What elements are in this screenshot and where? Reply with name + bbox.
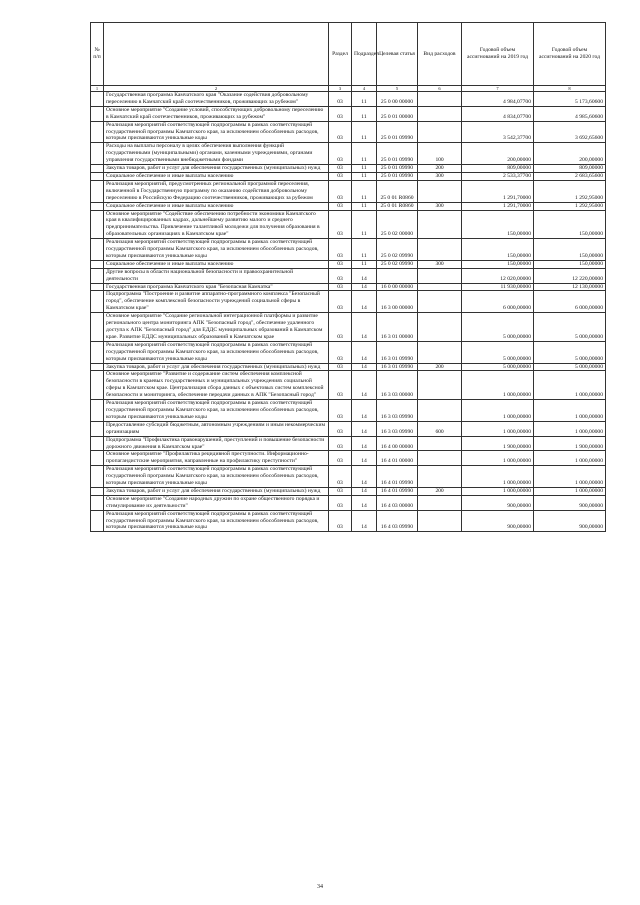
celevaya-statya-cell [377,268,418,283]
celevaya-statya-cell: 25 0 02 09990 [377,239,418,261]
table-row [91,121,606,143]
celevaya-statya-cell: 25 0 00 00000 [377,92,418,107]
row-number-cell [91,106,104,121]
razdel-cell: 03 [329,313,352,342]
amount-2019-cell: 5 000,00000 [462,341,534,363]
amount-2019-cell: 3 542,37700 [462,121,534,143]
vid-rashodov-cell [418,400,462,422]
amount-2019-cell: 900,00000 [462,510,534,532]
col-header-celevaya-statya: Целевая статья [377,23,418,86]
razdel-cell: 03 [329,121,352,143]
podrazdel-cell: 11 [352,210,377,239]
amount-2020-cell: 1 000,00000 [534,487,606,495]
row-name-cell: Основное мероприятие "Создание региональной интеграционной платформы и развитие регионального центра мониторинга АПК "Безопасный город", обеспечение удаленного доступа к АПК "Безопасный город" для ЕДДС муниципальных образований в Камчатском крае. Развитие ЕДДС муниципальных образований в Камчатском крае [104,313,329,342]
row-number-cell [91,451,104,466]
celevaya-statya-cell: 25 0 01 00000 [377,106,418,121]
celevaya-statya-cell: 25 0 01 09990 [377,121,418,143]
table-row [91,210,606,239]
vid-rashodov-cell [418,239,462,261]
amount-2019-cell: 1 900,00000 [462,436,534,451]
podrazdel-cell: 11 [352,106,377,121]
amount-2020-cell: 200,00000 [534,143,606,165]
row-name-cell: Другие вопросы в области национальной безопасности и правоохранительной деятельности [104,268,329,283]
razdel-cell: 03 [329,421,352,436]
row-number-cell [91,92,104,107]
table-row [91,92,606,107]
row-number-cell [91,143,104,165]
row-name-cell: Предоставление субсидий бюджетным, автономным учреждениям и иным некоммерческим организациям [104,421,329,436]
table-row [91,371,606,400]
row-name-cell: Реализация мероприятий соответствующей подпрограммы в рамках соответствующей государственной программы Камчатского края, за исключением обособленных расходов, которым присваиваются уникальные коды [104,341,329,363]
row-name-cell: Основное мероприятие "Содействие обеспечению потребности экономики Камчатского края в квалифицированных кадрах, дальнейшему развитию малого и среднего предпринимательства. Привлечение талантливой молодежи для получения образования в образовательных организациях в Камчатском крае" [104,210,329,239]
row-number-cell [91,291,104,313]
vid-rashodov-cell [418,495,462,510]
index-cell: 4 [352,86,377,92]
amount-2019-cell: 2 533,37700 [462,172,534,180]
podrazdel-cell: 14 [352,371,377,400]
row-name-cell: Реализация мероприятий соответствующей подпрограммы в рамках соответствующей государственной программы Камчатского края, за исключением обособленных расходов, которым присваиваются уникальные коды [104,510,329,532]
row-name-cell: Основное мероприятие "Создание народных дружин по охране общественного порядка и стимулирование их деятельности" [104,495,329,510]
table-row [91,172,606,180]
podrazdel-cell: 14 [352,436,377,451]
row-number-cell [91,421,104,436]
celevaya-statya-cell: 16 4 00 00000 [377,436,418,451]
vid-rashodov-cell [418,451,462,466]
podrazdel-cell: 14 [352,510,377,532]
vid-rashodov-cell: 200 [418,487,462,495]
razdel-cell: 03 [329,143,352,165]
amount-2019-cell: 4 834,07700 [462,106,534,121]
row-number-cell [91,268,104,283]
table-row [91,421,606,436]
vid-rashodov-cell: 300 [418,172,462,180]
table-header-row [91,23,606,86]
row-number-cell [91,466,104,488]
index-cell: 3 [329,86,352,92]
row-number-cell [91,210,104,239]
row-name-cell: Основное мероприятие "Развитие и содержание систем обеспечения комплексной безопасности в краевых государственных и муниципальных учреждениях социальной сферы в Камчатском крае. Централизация сбора данных с объектовых систем комплексной безопасности и мониторинга, обеспечение передачи данных в АПК "Безопасный город" [104,371,329,400]
razdel-cell: 03 [329,180,352,202]
table-row [91,495,606,510]
amount-2020-cell: 150,00000 [534,260,606,268]
razdel-cell: 03 [329,268,352,283]
celevaya-statya-cell: 16 4 03 00000 [377,495,418,510]
razdel-cell: 03 [329,239,352,261]
razdel-cell: 03 [329,371,352,400]
amount-2020-cell: 1 000,00000 [534,451,606,466]
podrazdel-cell: 11 [352,180,377,202]
col-header-vid-rashodov: Вид расходов [418,23,462,86]
amount-2020-cell: 150,00000 [534,239,606,261]
amount-2019-cell: 150,00000 [462,260,534,268]
amount-2020-cell: 5 000,00000 [534,313,606,342]
celevaya-statya-cell: 16 3 01 09990 [377,341,418,363]
celevaya-statya-cell: 16 3 00 00000 [377,291,418,313]
celevaya-statya-cell: 25 0 01 09990 [377,172,418,180]
table-row [91,510,606,532]
amount-2020-cell: 5 000,00000 [534,363,606,371]
razdel-cell: 03 [329,291,352,313]
row-name-cell: Социальное обеспечение и иные выплаты населению [104,172,329,180]
index-cell: 1 [91,86,104,92]
row-number-cell [91,436,104,451]
vid-rashodov-cell: 200 [418,165,462,173]
podrazdel-cell: 11 [352,121,377,143]
vid-rashodov-cell: 100 [418,143,462,165]
row-name-cell: Социальное обеспечение и иные выплаты населению [104,260,329,268]
razdel-cell: 03 [329,106,352,121]
table-row [91,239,606,261]
vid-rashodov-cell [418,341,462,363]
celevaya-statya-cell: 16 3 03 09990 [377,400,418,422]
podrazdel-cell: 14 [352,291,377,313]
index-cell: 6 [418,86,462,92]
celevaya-statya-cell: 25 0 01 09990 [377,143,418,165]
amount-2019-cell: 6 000,00000 [462,291,534,313]
table-row [91,291,606,313]
podrazdel-cell: 14 [352,487,377,495]
celevaya-statya-cell: 25 0 01 09990 [377,165,418,173]
podrazdel-cell: 11 [352,239,377,261]
table-row [91,363,606,371]
vid-rashodov-cell: 300 [418,260,462,268]
amount-2020-cell: 1 000,00000 [534,371,606,400]
row-number-cell [91,487,104,495]
razdel-cell: 03 [329,466,352,488]
amount-2020-cell: 12 130,00000 [534,283,606,291]
table-row [91,260,606,268]
col-header-name [104,23,329,86]
celevaya-statya-cell: 16 3 03 00000 [377,371,418,400]
amount-2020-cell: 5 173,60600 [534,92,606,107]
amount-2020-cell: 900,00000 [534,495,606,510]
amount-2019-cell: 5 000,00000 [462,363,534,371]
amount-2019-cell: 150,00000 [462,210,534,239]
row-name-cell: Социальное обеспечение и иные выплаты населению [104,202,329,210]
index-cell: 8 [534,86,606,92]
celevaya-statya-cell: 16 3 01 09990 [377,363,418,371]
podrazdel-cell: 14 [352,363,377,371]
amount-2019-cell: 5 000,00000 [462,313,534,342]
razdel-cell: 03 [329,260,352,268]
table-row [91,106,606,121]
razdel-cell: 03 [329,487,352,495]
celevaya-statya-cell: 25 0 02 09990 [377,260,418,268]
celevaya-statya-cell: 16 4 01 00000 [377,451,418,466]
amount-2019-cell: 1 000,00000 [462,371,534,400]
razdel-cell: 03 [329,510,352,532]
index-cell: 2 [104,86,329,92]
vid-rashodov-cell [418,510,462,532]
razdel-cell: 03 [329,172,352,180]
amount-2020-cell: 150,00000 [534,210,606,239]
razdel-cell: 03 [329,92,352,107]
amount-2020-cell: 1 900,00000 [534,436,606,451]
table-row [91,202,606,210]
amount-2019-cell: 809,00000 [462,165,534,173]
razdel-cell: 03 [329,363,352,371]
col-header-number: № п/п [91,23,104,86]
amount-2019-cell: 900,00000 [462,495,534,510]
podrazdel-cell: 14 [352,451,377,466]
vid-rashodov-cell [418,268,462,283]
col-header-podrazdel: Подраздел [352,23,377,86]
budget-table [90,22,606,532]
row-number-cell [91,121,104,143]
row-name-cell: Закупка товаров, работ и услуг для обеспечения государственных (муниципальных) нужд [104,487,329,495]
vid-rashodov-cell: 200 [418,363,462,371]
celevaya-statya-cell: 16 4 01 09990 [377,466,418,488]
podrazdel-cell: 14 [352,268,377,283]
row-number-cell [91,202,104,210]
celevaya-statya-cell: 25 0 02 00000 [377,210,418,239]
col-header-2020: Годовой объем ассигнований на 2020 год [534,23,606,86]
row-name-cell: Реализация мероприятий соответствующей подпрограммы в рамках соответствующей государственной программы Камчатского края, за исключением обособленных расходов, которым присваиваются уникальные коды [104,121,329,143]
vid-rashodov-cell [418,180,462,202]
index-cell: 7 [462,86,534,92]
podrazdel-cell: 11 [352,172,377,180]
amount-2019-cell: 1 000,00000 [462,466,534,488]
row-name-cell: Государственная программа Камчатского края "Безопасная Камчатка" [104,283,329,291]
razdel-cell: 03 [329,451,352,466]
vid-rashodov-cell [418,106,462,121]
amount-2020-cell: 1 000,00000 [534,466,606,488]
razdel-cell: 03 [329,400,352,422]
celevaya-statya-cell: 16 3 03 09990 [377,421,418,436]
row-name-cell: Закупка товаров, работ и услуг для обеспечения государственных (муниципальных) нужд [104,363,329,371]
razdel-cell: 03 [329,210,352,239]
amount-2019-cell: 150,00000 [462,239,534,261]
celevaya-statya-cell: 25 0 01 R0860 [377,202,418,210]
amount-2019-cell: 1 000,00000 [462,487,534,495]
index-cell: 5 [377,86,418,92]
amount-2020-cell: 12 220,00000 [534,268,606,283]
vid-rashodov-cell [418,210,462,239]
podrazdel-cell: 14 [352,283,377,291]
amount-2020-cell: 5 000,00000 [534,341,606,363]
row-number-cell [91,495,104,510]
row-name-cell: Реализация мероприятий соответствующей подпрограммы в рамках соответствующей государственной программы Камчатского края, за исключением обособленных расходов, которым присваиваются уникальные коды [104,400,329,422]
table-row [91,400,606,422]
vid-rashodov-cell [418,283,462,291]
razdel-cell: 03 [329,495,352,510]
amount-2020-cell: 1 292,95000 [534,202,606,210]
podrazdel-cell: 11 [352,143,377,165]
row-name-cell: Подпрограмма "Построение и развитие аппаратно-программного комплекса "Безопасный город", обеспечение комплексной безопасности учреждений социальной сферы в Камчатском крае" [104,291,329,313]
row-name-cell: Государственная программа Камчатского края "Оказание содействия добровольному переселению в Камчатский край соотечественников, проживающих за рубежом" [104,92,329,107]
celevaya-statya-cell: 16 0 00 00000 [377,283,418,291]
page-number: 34 [317,884,323,890]
table-row [91,466,606,488]
podrazdel-cell: 14 [352,466,377,488]
amount-2020-cell: 3 692,65600 [534,121,606,143]
table-row [91,313,606,342]
podrazdel-cell: 14 [352,421,377,436]
podrazdel-cell: 11 [352,92,377,107]
row-number-cell [91,260,104,268]
vid-rashodov-cell [418,371,462,400]
razdel-cell: 03 [329,165,352,173]
col-header-razdel: Раздел [329,23,352,86]
row-number-cell [91,400,104,422]
amount-2019-cell: 1 000,00000 [462,451,534,466]
row-name-cell: Основное мероприятие "Создание условий, способствующих добровольному переселению в Камчатский край соотечественников, проживающих за рубежом" [104,106,329,121]
amount-2020-cell: 4 985,60600 [534,106,606,121]
row-name-cell: Реализация мероприятий, предусмотренных региональной программой переселения, включенной в Государственную программу по оказанию содействия добровольному переселению в Российскую Федерацию соотечественников, проживающих за рубежом [104,180,329,202]
amount-2019-cell: 1 291,70000 [462,180,534,202]
vid-rashodov-cell [418,436,462,451]
row-number-cell [91,363,104,371]
amount-2020-cell: 6 000,00000 [534,291,606,313]
table-row [91,436,606,451]
podrazdel-cell: 11 [352,260,377,268]
table-row [91,341,606,363]
razdel-cell: 03 [329,436,352,451]
amount-2020-cell: 900,00000 [534,510,606,532]
amount-2020-cell: 809,00000 [534,165,606,173]
table-row [91,165,606,173]
row-number-cell [91,371,104,400]
razdel-cell: 03 [329,283,352,291]
amount-2019-cell: 4 984,07700 [462,92,534,107]
amount-2019-cell: 1 000,00000 [462,421,534,436]
row-number-cell [91,283,104,291]
row-number-cell [91,341,104,363]
amount-2020-cell: 1 000,00000 [534,400,606,422]
podrazdel-cell: 14 [352,400,377,422]
row-name-cell: Подпрограмма "Профилактика правонарушений, преступлений и повышение безопасности дорожного движения в Камчатском крае" [104,436,329,451]
podrazdel-cell: 14 [352,341,377,363]
celevaya-statya-cell: 16 3 01 00000 [377,313,418,342]
podrazdel-cell: 14 [352,313,377,342]
col-header-2019: Годовой объем ассигнований на 2019 год [462,23,534,86]
amount-2020-cell: 1 292,95000 [534,180,606,202]
amount-2020-cell: 1 000,00000 [534,421,606,436]
vid-rashodov-cell [418,291,462,313]
row-name-cell: Реализация мероприятий соответствующей подпрограммы в рамках соответствующей государственной программы Камчатского края, за исключением обособленных расходов, которым присваиваются уникальные коды [104,466,329,488]
vid-rashodov-cell: 600 [418,421,462,436]
row-name-cell: Реализация мероприятий соответствующей подпрограммы в рамках соответствующей государственной программы Камчатского края, за исключением обособленных расходов, которым присваиваются уникальные коды [104,239,329,261]
amount-2019-cell: 1 291,70000 [462,202,534,210]
table-row [91,143,606,165]
table-row [91,268,606,283]
row-number-cell [91,172,104,180]
podrazdel-cell: 11 [352,202,377,210]
amount-2020-cell: 2 683,65600 [534,172,606,180]
row-number-cell [91,180,104,202]
amount-2019-cell: 1 000,00000 [462,400,534,422]
amount-2019-cell: 200,00000 [462,143,534,165]
amount-2019-cell: 11 930,00000 [462,283,534,291]
row-name-cell: Расходы на выплаты персоналу в целях обеспечения выполнения функций государственными (муниципальными) органами, казенными учреждениями, органами управления государственными внебюджетными фондами [104,143,329,165]
vid-rashodov-cell [418,466,462,488]
table-row [91,487,606,495]
row-number-cell [91,510,104,532]
celevaya-statya-cell: 16 4 03 09990 [377,510,418,532]
vid-rashodov-cell: 300 [418,202,462,210]
row-number-cell [91,313,104,342]
table-row [91,180,606,202]
vid-rashodov-cell [418,121,462,143]
razdel-cell: 03 [329,341,352,363]
vid-rashodov-cell [418,313,462,342]
table-row [91,451,606,466]
vid-rashodov-cell [418,92,462,107]
amount-2019-cell: 12 020,00000 [462,268,534,283]
row-name-cell: Закупка товаров, работ и услуг для обеспечения государственных (муниципальных) нужд [104,165,329,173]
podrazdel-cell: 11 [352,165,377,173]
celevaya-statya-cell: 25 0 01 R0860 [377,180,418,202]
row-number-cell [91,239,104,261]
row-number-cell [91,165,104,173]
row-name-cell: Основное мероприятие "Профилактика рецидивной преступности. Информационно-пропагандистские мероприятия, направленные на профилактику преступности" [104,451,329,466]
celevaya-statya-cell: 16 4 01 09990 [377,487,418,495]
table-row [91,283,606,291]
podrazdel-cell: 14 [352,495,377,510]
razdel-cell: 03 [329,202,352,210]
